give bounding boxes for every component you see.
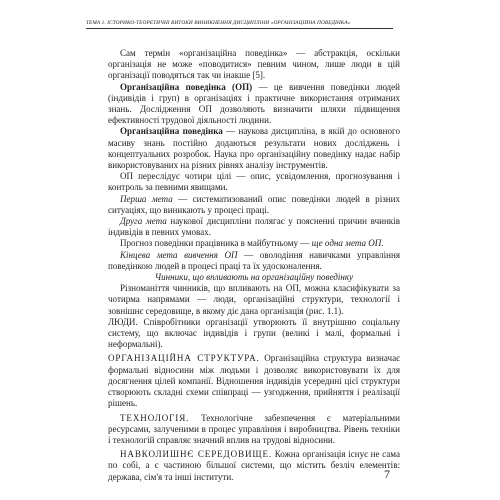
paragraph — [108, 353, 400, 409]
paragraph-text: Організаційна структура визначає формальні відносини між людьми і дозволяє використовувати їх для досягнення цілей компанії. Відношення індивідів усередині цієї структури створюють складні схеми співпраці — узгодження, прийняття і реалізації рішень. — [108, 353, 400, 409]
paragraph-text: Прогноз поведінки працівника в майбутньому — — [120, 238, 312, 249]
paragraph — [108, 413, 400, 447]
term-caps: ОРГАНІЗАЦІЙНА СТРУКТУРА. — [108, 353, 260, 364]
term-caps: ЛЮДИ. — [108, 316, 138, 327]
paragraph-text: Співробітники організації утворюють її внутрішню соціальну систему, що включає індивідів і групи (великі і малі, формальні і неформальні). — [108, 316, 400, 350]
term-italic: Кінцева мета вивчення ОП — [120, 249, 238, 260]
paragraph-text: — це вивчення поведінки людей (індивідів і груп) в організаціях і практичне використання отриманих знань. Дослідження ОП дозволяють визначити шляхи підвищення ефективності трудової діяльності людини. — [108, 81, 400, 126]
paragraph: Сам термін «організаційна поведінка» — абстракція, оскільки організація не може «поводитися» певним чином, лише люди в цій організації поводяться так чи інакше [5]. — [108, 48, 400, 81]
section-subheading: Чинники, що впливають на організаційну поведінку — [154, 272, 354, 283]
term-italic: Друга мета — [120, 216, 167, 227]
paragraph: Різноманіття чинників, що впливають на ОП, можна класифікувати за чотирма напрямами — люди, організаційні структури, технології і зовнішнє середовище, в якому діє дана організація (рис. 1.1). — [108, 283, 400, 316]
paragraph — [108, 194, 400, 216]
paragraph: ОП переслідує чотири цілі — опис, усвідомлення, прогнозування і контроль за певними явищами. — [108, 171, 400, 193]
term-caps: ТЕХНОЛОГІЯ. — [120, 412, 190, 423]
page-body — [108, 48, 400, 483]
paragraph — [108, 317, 400, 351]
page-number: 7 — [384, 467, 390, 481]
term-bold: Організаційна поведінка (ОП) — [120, 81, 253, 92]
term-caps: НАВКОЛИШНЄ СЕРЕДОВИЩЕ. — [120, 449, 273, 460]
paragraph-text: Технологічне забезпечення є матеріальними ресурсами, залученими в процес управління і виробництва. Рівень техніки і технологій справляє значний вплив на трудові відносини. — [108, 412, 400, 445]
paragraph — [108, 238, 400, 249]
paragraph — [108, 250, 400, 272]
term-italic: Перша мета — [120, 193, 173, 204]
paragraph — [108, 216, 400, 238]
paragraph — [108, 449, 400, 483]
term-bold: Організаційна поведінка — [120, 126, 223, 137]
paragraph-text: — наукова дисципліна, в якій до основного масиву знань постійно додаються результати нових досліджень і концептуальних розробок. Наука про організаційну поведінку надає набір використовуваних на різних рівнях аналізу інструментів. — [108, 126, 400, 171]
paragraph-text: — систематизований опис поведінки людей в різних ситуаціях, що виникають у процесі праці. — [108, 193, 400, 215]
paragraph-text: Кожна організація існує не сама по собі, а є частиною більшої системи, що містить безліч елементів: держава, сім'я та інші інститути. — [108, 449, 400, 482]
paragraph-text: наукової дисципліни полягає у поясненні причин вчинків індивідів в певних умовах. — [108, 216, 400, 238]
paragraph — [108, 126, 400, 171]
term-italic: ще одна мета ОП. — [311, 238, 384, 249]
paragraph-text: — оволодіння навичками управління поведінкою людей в процесі праці та їх удосконалення. — [108, 249, 400, 271]
running-header: ТЕМА 1. ІСТОРИКО-ТЕОРЕТИЧНІ ВИТОКИ ВИНИКНЕННЯ ДИСЦИПЛІНИ «ОРГАНІЗАЦІЙНА ПОВЕДІНКА» — [86, 20, 393, 29]
paragraph — [108, 82, 400, 127]
